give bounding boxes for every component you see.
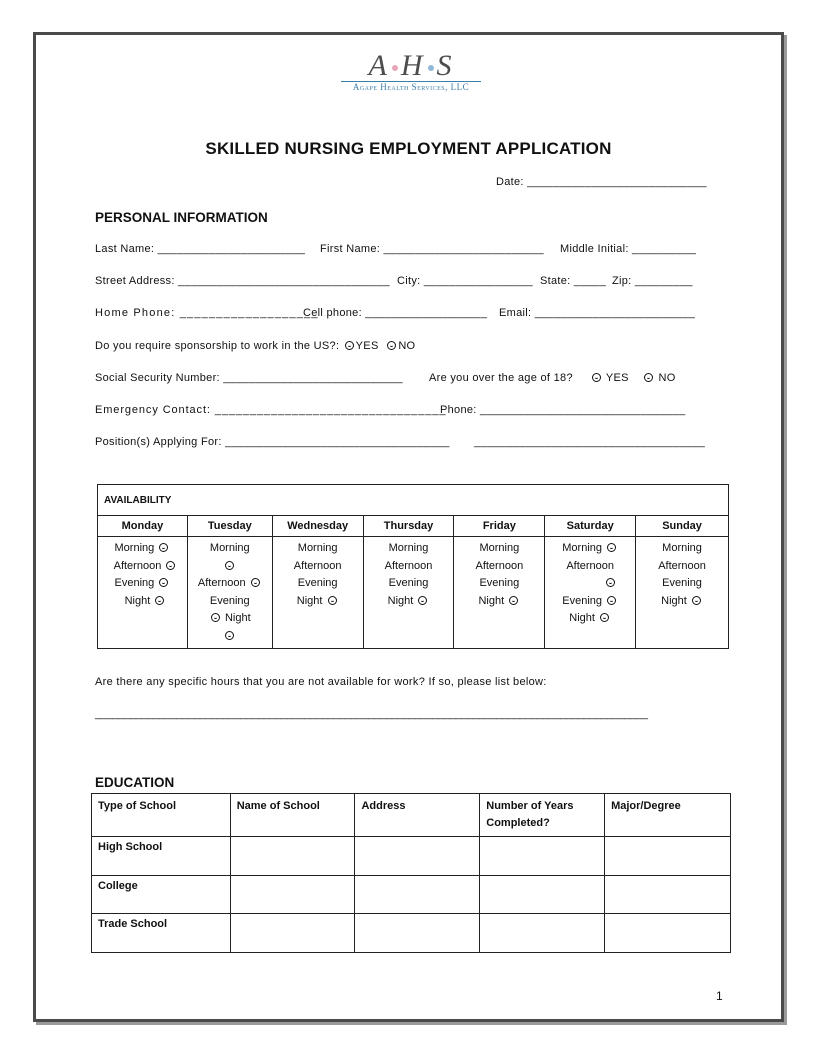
slot-label: Night	[569, 612, 595, 624]
email-field[interactable]: Email: _________________________	[499, 307, 696, 319]
date-field[interactable]: Date: ____________________________	[496, 176, 707, 188]
edu-row-label: High School	[92, 837, 231, 876]
company-logo	[336, 51, 486, 92]
saturday-evening-radio[interactable]	[607, 596, 616, 605]
tuesday-afternoon-radio[interactable]	[251, 578, 260, 587]
saturday-morning-radio[interactable]	[607, 543, 616, 552]
slot-label: Afternoon	[566, 559, 615, 572]
sunday-slots	[636, 537, 729, 649]
slot-label: Morning	[388, 542, 429, 554]
slot-label: Night	[296, 594, 323, 607]
slot-label: Evening	[479, 577, 520, 589]
edu-cell[interactable]	[605, 875, 731, 914]
slot-label: Night	[124, 594, 151, 607]
wednesday-slots	[272, 537, 363, 649]
age-no-label: NO	[658, 372, 676, 384]
availability-table	[97, 484, 729, 649]
home-phone-field[interactable]: Home Phone: ___________________	[95, 307, 319, 319]
sponsorship-no-label: NO	[398, 340, 416, 352]
edu-cell[interactable]	[480, 875, 605, 914]
edu-cell[interactable]	[480, 914, 605, 953]
day-header-wednesday: Wednesday	[272, 516, 363, 537]
sponsorship-row	[95, 340, 415, 352]
monday-morning-radio[interactable]	[159, 543, 168, 552]
slot-label: Morning	[209, 542, 250, 554]
tuesday-evening-radio[interactable]	[211, 613, 220, 622]
first-name-field[interactable]: First Name: _________________________	[320, 243, 544, 255]
edu-cell[interactable]	[355, 875, 480, 914]
slot-label: Afternoon	[113, 559, 162, 572]
edu-cell[interactable]	[605, 837, 731, 876]
city-field[interactable]: City: _________________	[397, 275, 533, 287]
edu-col-type: Type of School	[92, 794, 231, 837]
emergency-contact-field[interactable]: Emergency Contact: _________________________________	[95, 404, 447, 416]
slot-label: Night	[661, 594, 687, 607]
slot-label: Evening	[297, 577, 338, 589]
monday-slots	[98, 537, 188, 649]
edu-col-years: Number of Years Completed?	[480, 794, 605, 837]
hours-field[interactable]: _______________________________________________________________________________________________	[95, 708, 648, 720]
edu-row-label: College	[92, 875, 231, 914]
education-table	[91, 793, 731, 953]
tuesday-morning-radio[interactable]	[225, 561, 234, 570]
sponsorship-no-radio[interactable]	[387, 341, 396, 350]
saturday-night-radio[interactable]	[600, 613, 609, 622]
state-field[interactable]: State: _____	[540, 275, 606, 287]
age-no-radio[interactable]	[644, 373, 653, 382]
edu-col-major: Major/Degree	[605, 794, 731, 837]
logo-mark: A H S	[368, 49, 454, 82]
slot-label: Night	[224, 612, 251, 624]
slot-label: Afternoon	[658, 559, 706, 572]
tuesday-slots	[187, 537, 272, 649]
edu-cell[interactable]	[230, 837, 355, 876]
slot-label: Evening	[662, 577, 702, 589]
monday-evening-radio[interactable]	[159, 578, 168, 587]
edu-cell[interactable]	[355, 914, 480, 953]
table-row	[92, 914, 731, 953]
slot-label: Evening	[388, 577, 429, 589]
edu-cell[interactable]	[480, 837, 605, 876]
zip-field[interactable]: Zip: _________	[612, 275, 693, 287]
edu-col-address: Address	[355, 794, 480, 837]
logo-company-name: Agape Health Services, LLC	[341, 81, 481, 92]
slot-label: Morning	[562, 542, 603, 554]
slot-label: Morning	[479, 542, 520, 554]
edu-row-label: Trade School	[92, 914, 231, 953]
age-row	[429, 372, 676, 384]
day-header-tuesday: Tuesday	[187, 516, 272, 537]
positions-field[interactable]: Position(s) Applying For: ___________________________________	[95, 436, 450, 448]
monday-afternoon-radio[interactable]	[166, 561, 175, 570]
ssn-field[interactable]: Social Security Number: ____________________________	[95, 372, 403, 384]
slot-label: Morning	[114, 542, 155, 554]
slot-label: Evening	[209, 594, 250, 607]
availability-heading: AVAILABILITY	[98, 485, 729, 516]
positions-extra-field[interactable]: ____________________________________	[474, 436, 706, 448]
saturday-afternoon-radio[interactable]	[606, 578, 615, 587]
slot-label: Night	[478, 594, 505, 607]
middle-initial-field[interactable]: Middle Initial: __________	[560, 243, 697, 255]
wednesday-night-radio[interactable]	[328, 596, 337, 605]
sponsorship-yes-radio[interactable]	[345, 341, 354, 350]
street-address-field[interactable]: Street Address: _________________________________	[95, 275, 390, 287]
friday-slots	[454, 537, 545, 649]
slot-label: Afternoon	[197, 577, 246, 589]
education-heading: EDUCATION	[95, 775, 175, 790]
edu-cell[interactable]	[230, 875, 355, 914]
slot-label: Evening	[114, 577, 155, 589]
age-yes-label: YES	[605, 372, 629, 384]
slot-label: Evening	[562, 594, 603, 607]
edu-cell[interactable]	[230, 914, 355, 953]
sponsorship-yes-label: YES	[355, 340, 379, 352]
slot-label: Morning	[297, 542, 338, 554]
page-frame	[33, 32, 784, 1022]
thursday-slots	[363, 537, 454, 649]
day-header-thursday: Thursday	[363, 516, 454, 537]
day-header-friday: Friday	[454, 516, 545, 537]
monday-night-radio[interactable]	[155, 596, 164, 605]
day-header-monday: Monday	[98, 516, 188, 537]
table-row	[92, 875, 731, 914]
sponsorship-question: Do you require sponsorship to work in the US?:	[95, 340, 340, 352]
age-yes-radio[interactable]	[592, 373, 601, 382]
page-title: SKILLED NURSING EMPLOYMENT APPLICATION	[205, 139, 612, 158]
cell-phone-field[interactable]: Cell phone: ___________________	[303, 307, 488, 319]
day-header-saturday: Saturday	[545, 516, 636, 537]
slot-label: Night	[387, 594, 414, 607]
friday-night-radio[interactable]	[509, 596, 518, 605]
edu-cell[interactable]	[355, 837, 480, 876]
age-question: Are you over the age of 18?	[429, 372, 573, 384]
table-row	[92, 837, 731, 876]
edu-cell[interactable]	[605, 914, 731, 953]
personal-info-heading: PERSONAL INFORMATION	[95, 210, 268, 225]
slot-label: Afternoon	[475, 559, 524, 572]
edu-col-name: Name of School	[230, 794, 355, 837]
slot-label: Afternoon	[293, 559, 342, 572]
hours-question: Are there any specific hours that you are not available for work? If so, please list below:	[95, 676, 547, 688]
saturday-slots	[545, 537, 636, 649]
day-header-sunday: Sunday	[636, 516, 729, 537]
tuesday-night-radio[interactable]	[225, 631, 234, 640]
last-name-field[interactable]: Last Name: _______________________	[95, 243, 306, 255]
sunday-night-radio[interactable]	[692, 596, 701, 605]
page-number: 1	[716, 989, 723, 1003]
thursday-night-radio[interactable]	[418, 596, 427, 605]
slot-label: Afternoon	[384, 559, 433, 572]
emergency-phone-field[interactable]: Phone: ________________________________	[440, 404, 686, 416]
slot-label: Morning	[662, 542, 702, 554]
